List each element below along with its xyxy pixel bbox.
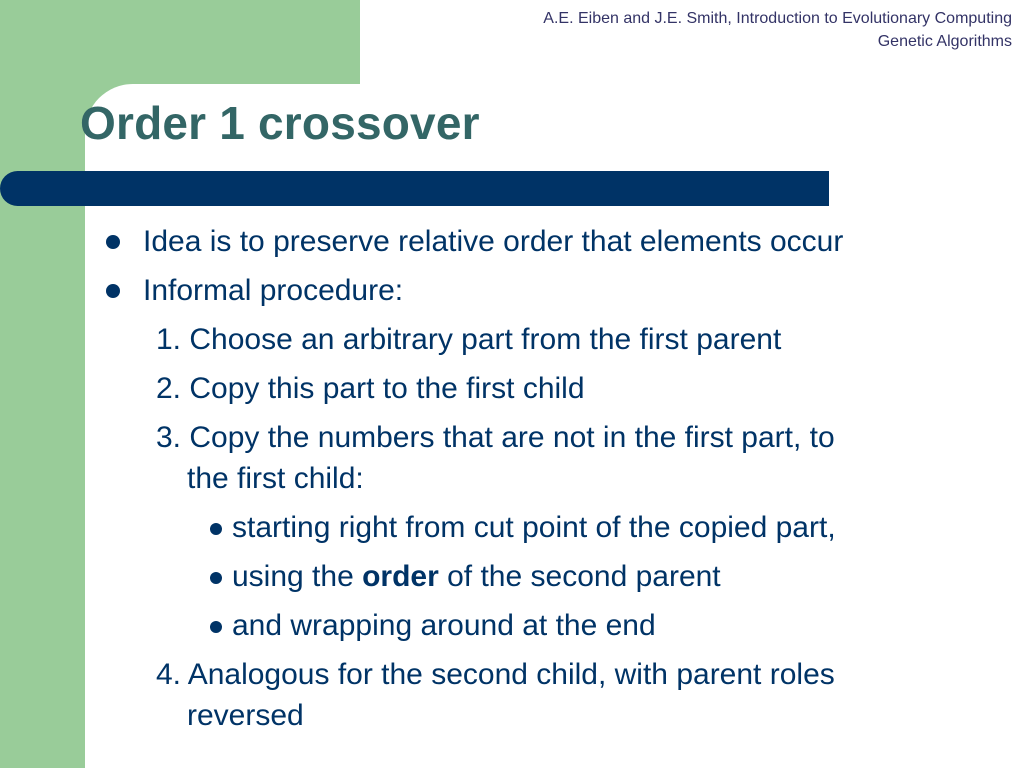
- bullet-item-idea: Idea is to preserve relative order that elements occur: [143, 225, 844, 258]
- sub-bullet-order-prefix: using the: [232, 560, 363, 593]
- header-line-1: A.E. Eiben and J.E. Smith, Introduction to Evolutionary Computing: [543, 10, 1012, 27]
- sub-bullet-order: [232, 559, 721, 595]
- step-1: 1. Choose an arbitrary part from the first parent: [156, 323, 782, 356]
- slide-title: Order 1 crossover: [80, 97, 480, 149]
- sub-bullet-order-bold: order: [362, 560, 439, 593]
- sub-bullet-dot-icon: [210, 621, 222, 633]
- sub-bullet-order-suffix: of the second parent: [438, 560, 721, 593]
- bullet-item-procedure: Informal procedure:: [143, 274, 404, 307]
- step-4-line-2: reversed: [187, 699, 304, 732]
- step-3-line-2: the first child:: [187, 462, 364, 495]
- sub-bullet-wrapping: and wrapping around at the end: [232, 609, 656, 642]
- sub-bullet-starting: starting right from cut point of the copied part,: [232, 511, 836, 544]
- bullet-dot-icon: [106, 235, 120, 249]
- step-2: 2. Copy this part to the first child: [156, 372, 585, 405]
- header-line-2: Genetic Algorithms: [877, 33, 1012, 50]
- bullet-dot-icon: [106, 284, 120, 298]
- sub-bullet-dot-icon: [210, 572, 222, 584]
- step-4-line-1: 4. Analogous for the second child, with parent roles: [156, 658, 835, 691]
- step-3-line-1: 3. Copy the numbers that are not in the first part, to: [156, 421, 835, 454]
- sub-bullet-dot-icon: [210, 523, 222, 535]
